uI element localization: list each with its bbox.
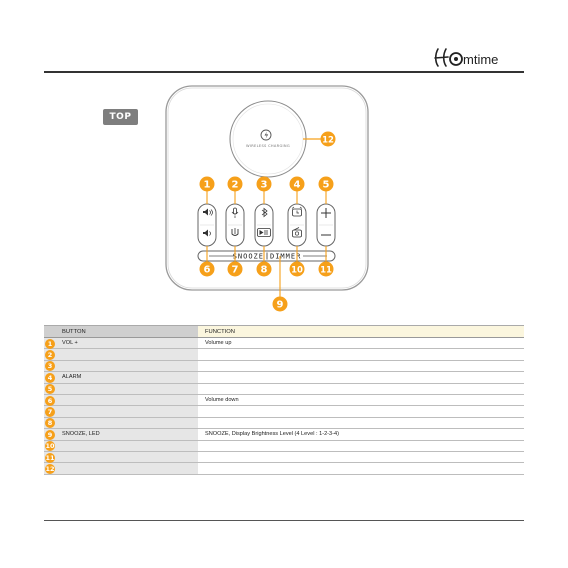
header-button: BUTTON <box>62 329 86 335</box>
table-row <box>44 463 524 474</box>
svg-text:10: 10 <box>291 265 303 276</box>
callout-badge-11 <box>319 262 334 277</box>
row-number-badge: 4 <box>45 373 55 383</box>
callout-badge-12 <box>321 132 336 147</box>
row-number-badge: 11 <box>45 453 55 462</box>
svg-text:8: 8 <box>260 264 268 276</box>
svg-text:6: 6 <box>203 264 211 276</box>
wireless-charging-label: WIRELESS CHARGING <box>246 144 290 148</box>
svg-text:7: 7 <box>231 264 239 276</box>
table-row <box>44 338 524 349</box>
vol-button-pill <box>198 204 216 246</box>
svg-text:mtime: mtime <box>463 52 499 67</box>
callout-badge-9 <box>273 297 288 312</box>
row-number-badge: 9 <box>45 430 55 440</box>
alarm-button-pill <box>288 204 306 246</box>
table-row <box>44 418 524 429</box>
callout-badge-3 <box>257 177 272 192</box>
tune-button-pill <box>317 204 335 246</box>
button-function-table <box>44 325 524 475</box>
callout-badge-5 <box>319 177 334 192</box>
svg-text:5: 5 <box>322 179 330 191</box>
row-button-name: ALARM <box>62 374 82 381</box>
callout-badge-6 <box>200 262 215 277</box>
row-button-name: SNOOZE, LED <box>62 431 100 438</box>
row-number-badge: 7 <box>45 407 55 417</box>
table-row <box>44 395 524 406</box>
svg-text:DIMMER: DIMMER <box>270 252 302 261</box>
row-number-badge: 10 <box>45 442 55 451</box>
callout-badge-8 <box>257 262 272 277</box>
svg-text:11: 11 <box>320 265 332 276</box>
row-button-name: VOL + <box>62 340 78 346</box>
callout-badge-4 <box>290 177 305 192</box>
callout-badge-7 <box>228 262 243 277</box>
header-function: FUNCTION <box>205 329 235 335</box>
row-number-badge: 3 <box>45 361 55 371</box>
table-row <box>44 361 524 372</box>
row-function-text: SNOOZE, Display Brightness Level (4 Level : 1-2-3-4) <box>205 431 339 438</box>
callout-badge-10 <box>290 262 305 277</box>
row-number-badge: 8 <box>45 418 55 428</box>
table-row <box>44 429 524 440</box>
table-row <box>44 441 524 452</box>
row-number-badge: 2 <box>45 350 55 360</box>
svg-text:SNOOZE: SNOOZE <box>232 252 264 261</box>
callout-badge-1 <box>200 177 215 192</box>
row-function-text: Volume up <box>205 340 232 346</box>
svg-text:2: 2 <box>231 179 239 191</box>
table-row <box>44 384 524 395</box>
footer-rule <box>44 520 524 521</box>
svg-text:1: 1 <box>203 179 211 191</box>
mic-button-pill <box>226 204 244 246</box>
bluetooth-button-pill <box>255 204 273 246</box>
svg-text:4: 4 <box>293 179 301 191</box>
svg-text:3: 3 <box>260 179 268 191</box>
row-number-badge: 6 <box>45 396 55 406</box>
table-row <box>44 452 524 463</box>
table-row <box>44 372 524 383</box>
row-number-badge: 5 <box>45 384 55 394</box>
svg-text:9: 9 <box>276 299 284 311</box>
row-function-text: Volume down <box>205 396 239 403</box>
callout-badge-2 <box>228 177 243 192</box>
svg-text:12: 12 <box>322 135 334 146</box>
table-header-row <box>44 326 524 338</box>
snooze-dimmer-bar <box>198 251 335 261</box>
table-row <box>44 349 524 360</box>
row-number-badge: 12 <box>45 464 55 473</box>
wireless-charging-pad <box>230 101 306 177</box>
top-view-tag: TOP <box>103 109 138 125</box>
table-row <box>44 406 524 417</box>
row-number-badge: 1 <box>45 339 55 349</box>
